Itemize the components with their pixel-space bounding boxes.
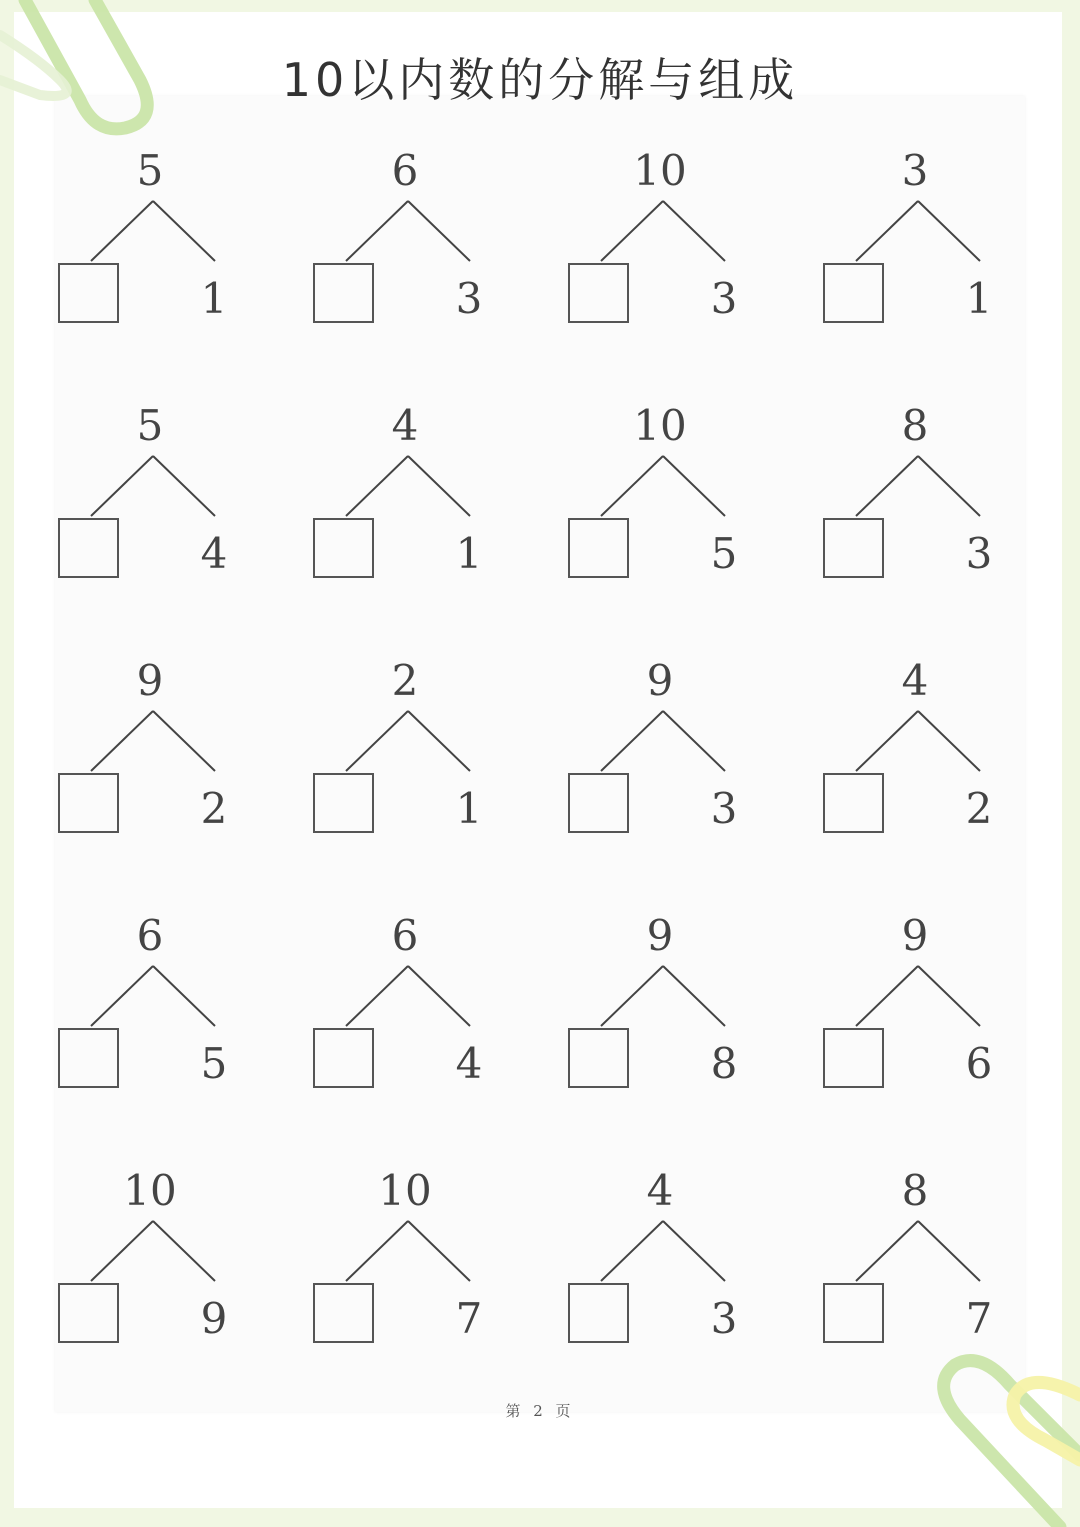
known-part-number: 5 [200, 1039, 228, 1088]
bond-line-left [601, 201, 663, 261]
bond-line-right [918, 456, 980, 516]
known-part-number: 7 [965, 1294, 993, 1343]
number-bond-problem [819, 655, 999, 865]
bond-line-left [91, 1221, 153, 1281]
total-number: 6 [391, 911, 419, 960]
answer-box[interactable] [568, 263, 629, 323]
answer-box[interactable] [823, 1283, 884, 1343]
answer-box[interactable] [568, 1283, 629, 1343]
bond-line-left [346, 456, 408, 516]
bond-line-left [91, 966, 153, 1026]
bond-line-right [918, 966, 980, 1026]
total-number: 5 [136, 146, 164, 195]
bond-line-right [918, 1221, 980, 1281]
bond-line-left [856, 711, 918, 771]
known-part-number: 4 [200, 529, 228, 578]
known-part-number: 5 [710, 529, 738, 578]
bond-line-right [153, 711, 215, 771]
answer-box[interactable] [58, 263, 119, 323]
number-bond-problem [564, 655, 744, 865]
bond-line-left [91, 711, 153, 771]
bond-line-left [91, 201, 153, 261]
answer-box[interactable] [823, 263, 884, 323]
bond-line-left [601, 1221, 663, 1281]
total-number: 10 [378, 1166, 432, 1215]
bond-line-left [856, 966, 918, 1026]
total-number: 2 [391, 656, 419, 705]
total-number: 8 [901, 1166, 929, 1215]
answer-box[interactable] [313, 1028, 374, 1088]
number-bond-problem [819, 400, 999, 610]
known-part-number: 3 [710, 274, 738, 323]
answer-box[interactable] [58, 518, 119, 578]
bond-line-right [663, 1221, 725, 1281]
total-number: 10 [633, 146, 687, 195]
bond-line-right [408, 966, 470, 1026]
known-part-number: 2 [200, 784, 228, 833]
total-number: 3 [901, 146, 929, 195]
total-number: 8 [901, 401, 929, 450]
page-title: 10以内数的分解与组成 [281, 53, 799, 107]
answer-box[interactable] [313, 518, 374, 578]
bond-line-left [346, 1221, 408, 1281]
number-bond-problem [819, 145, 999, 355]
answer-box[interactable] [823, 773, 884, 833]
known-part-number: 6 [965, 1039, 993, 1088]
bond-line-right [918, 201, 980, 261]
total-number: 5 [136, 401, 164, 450]
answer-box[interactable] [58, 1283, 119, 1343]
page-number: 第 2 页 [505, 1402, 575, 1420]
number-bond-problem [309, 145, 489, 355]
bond-line-right [918, 711, 980, 771]
number-bond-problem [309, 400, 489, 610]
known-part-number: 3 [455, 274, 483, 323]
bond-line-right [153, 1221, 215, 1281]
bond-line-left [91, 456, 153, 516]
total-number: 9 [646, 656, 674, 705]
total-number: 10 [123, 1166, 177, 1215]
known-part-number: 3 [965, 529, 993, 578]
known-part-number: 1 [455, 784, 483, 833]
total-number: 4 [901, 656, 929, 705]
total-number: 4 [646, 1166, 674, 1215]
bond-line-right [663, 456, 725, 516]
bond-line-right [153, 966, 215, 1026]
known-part-number: 1 [965, 274, 993, 323]
answer-box[interactable] [823, 518, 884, 578]
bond-line-left [601, 711, 663, 771]
total-number: 9 [136, 656, 164, 705]
bond-line-left [856, 456, 918, 516]
total-number: 9 [646, 911, 674, 960]
total-number: 4 [391, 401, 419, 450]
number-bond-problem [564, 145, 744, 355]
bond-line-left [601, 456, 663, 516]
bond-line-right [663, 201, 725, 261]
known-part-number: 9 [200, 1294, 228, 1343]
number-bond-problem [309, 1165, 489, 1375]
known-part-number: 4 [455, 1039, 483, 1088]
total-number: 6 [391, 146, 419, 195]
bond-line-left [856, 1221, 918, 1281]
bond-line-right [663, 711, 725, 771]
bond-line-left [346, 711, 408, 771]
bond-line-left [346, 966, 408, 1026]
answer-box[interactable] [568, 518, 629, 578]
number-bond-problem [54, 145, 234, 355]
number-bond-problem [564, 910, 744, 1120]
total-number: 10 [633, 401, 687, 450]
known-part-number: 8 [710, 1039, 738, 1088]
number-bond-problem [564, 400, 744, 610]
number-bond-problem [54, 1165, 234, 1375]
answer-box[interactable] [313, 263, 374, 323]
number-bond-problem [309, 910, 489, 1120]
number-bond-problem [54, 400, 234, 610]
bond-line-right [408, 1221, 470, 1281]
bond-line-right [153, 201, 215, 261]
answer-box[interactable] [313, 1283, 374, 1343]
answer-box[interactable] [568, 773, 629, 833]
answer-box[interactable] [313, 773, 374, 833]
bond-line-right [408, 456, 470, 516]
number-bond-problem [819, 1165, 999, 1375]
bond-line-right [408, 711, 470, 771]
bond-line-left [346, 201, 408, 261]
total-number: 9 [901, 911, 929, 960]
answer-box[interactable] [568, 1028, 629, 1088]
number-bond-problem [819, 910, 999, 1120]
known-part-number: 3 [710, 1294, 738, 1343]
answer-box[interactable] [58, 773, 119, 833]
bond-line-right [408, 201, 470, 261]
bond-line-right [153, 456, 215, 516]
known-part-number: 3 [710, 784, 738, 833]
number-bond-problem [564, 1165, 744, 1375]
answer-box[interactable] [58, 1028, 119, 1088]
number-bond-problem [54, 655, 234, 865]
known-part-number: 1 [200, 274, 228, 323]
known-part-number: 7 [455, 1294, 483, 1343]
known-part-number: 1 [455, 529, 483, 578]
number-bond-problem [309, 655, 489, 865]
known-part-number: 2 [965, 784, 993, 833]
bond-line-left [856, 201, 918, 261]
number-bond-problem [54, 910, 234, 1120]
bond-line-right [663, 966, 725, 1026]
answer-box[interactable] [823, 1028, 884, 1088]
bond-line-left [601, 966, 663, 1026]
total-number: 6 [136, 911, 164, 960]
